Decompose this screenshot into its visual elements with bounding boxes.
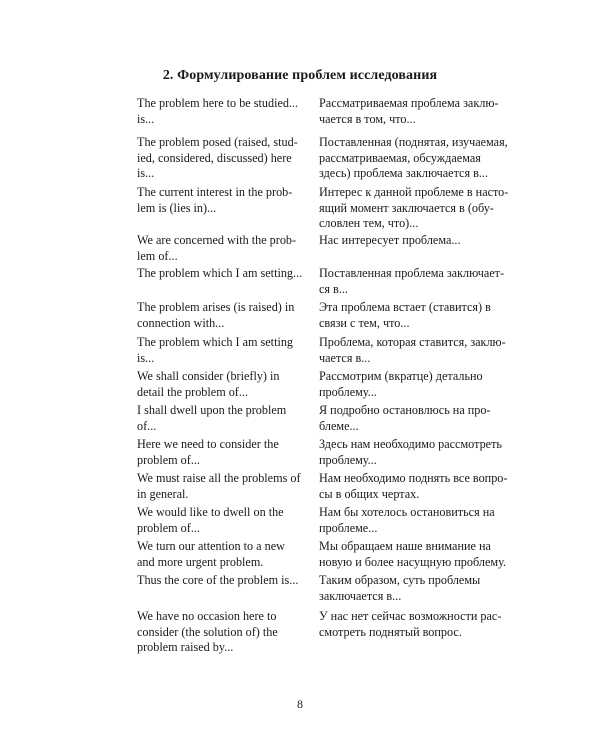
russian-translation: Я подробно остановлюсь на про- блеме... xyxy=(319,403,491,433)
english-phrase: Thus the core of the problem is... xyxy=(137,573,299,587)
russian-translation: Нам необходимо поднять все вопро- сы в общих чертах. xyxy=(319,471,508,501)
phrase-row xyxy=(137,335,515,369)
english-phrase: Here we need to consider the problem of... xyxy=(137,437,279,467)
phrase-row xyxy=(137,96,515,135)
english-phrase: The problem here to be studied... is... xyxy=(137,96,299,126)
english-phrase: The current interest in the prob- lem is (lies in)... xyxy=(137,185,293,215)
phrase-row xyxy=(137,300,515,335)
phrase-table xyxy=(137,96,515,659)
russian-translation: Здесь нам необходимо рассмотреть проблему... xyxy=(319,437,502,467)
russian-translation: Нас интересует проблема... xyxy=(319,233,461,247)
phrase-row xyxy=(137,369,515,403)
russian-translation: Рассмотрим (вкратце) детально проблему... xyxy=(319,369,483,399)
phrase-row xyxy=(137,233,515,266)
phrase-row xyxy=(137,437,515,471)
russian-translation: Таким образом, суть проблемы заключается в... xyxy=(319,573,481,603)
phrase-row xyxy=(137,135,515,185)
phrase-row xyxy=(137,539,515,573)
english-phrase: The problem which I am setting... xyxy=(137,266,303,280)
russian-translation: Проблема, которая ставится, заклю- чается в... xyxy=(319,335,506,365)
russian-translation: Интерес к данной проблеме в насто- ящий момент заключается в (обу- словлен тем, что)... xyxy=(319,185,509,231)
page-number: 8 xyxy=(297,697,303,711)
phrase-row xyxy=(137,403,515,437)
english-phrase: We turn our attention to a new and more urgent problem. xyxy=(137,539,285,569)
english-phrase: The problem posed (raised, stud- ied, considered, discussed) here is... xyxy=(137,135,298,181)
english-phrase: The problem arises (is raised) in connection with... xyxy=(137,300,295,330)
english-phrase: The problem which I am setting is... xyxy=(137,335,294,365)
russian-translation: Поставленная (поднятая, изучаемая, рассматриваемая, обсуждаемая здесь) проблема заключается в... xyxy=(319,135,508,181)
russian-translation: Эта проблема встает (ставится) в связи с тем, что... xyxy=(319,300,491,330)
phrase-row xyxy=(137,505,515,539)
phrase-row xyxy=(137,266,515,300)
english-phrase: We have no occasion here to consider (the solution of) the problem raised by... xyxy=(137,609,278,655)
phrase-row xyxy=(137,573,515,609)
english-phrase: We would like to dwell on the problem of... xyxy=(137,505,284,535)
phrase-row xyxy=(137,609,515,659)
english-phrase: I shall dwell upon the problem of... xyxy=(137,403,287,433)
english-phrase: We must raise all the problems of in general. xyxy=(137,471,301,501)
russian-translation: Нам бы хотелось остановиться на проблеме... xyxy=(319,505,495,535)
english-phrase: We shall consider (briefly) in detail the problem of... xyxy=(137,369,280,399)
russian-translation: У нас нет сейчас возможности рас- смотреть поднятый вопрос. xyxy=(319,609,502,639)
phrase-row xyxy=(137,471,515,505)
phrase-row xyxy=(137,185,515,233)
russian-translation: Поставленная проблема заключает- ся в... xyxy=(319,266,505,296)
english-phrase: We are concerned with the prob- lem of... xyxy=(137,233,297,263)
russian-translation: Мы обращаем наше внимание на новую и более насущную проблему. xyxy=(319,539,507,569)
russian-translation: Рассматриваемая проблема заклю- чается в том, что... xyxy=(319,96,499,126)
section-title: 2. Формулирование проблем исследования xyxy=(162,68,438,83)
